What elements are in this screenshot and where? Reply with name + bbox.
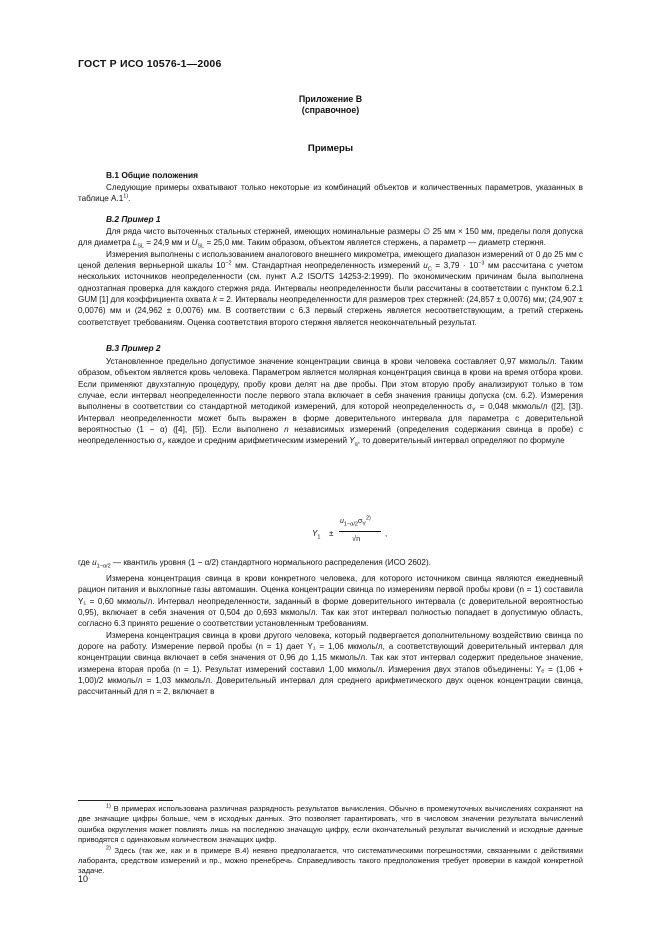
footnote-divider [78, 800, 173, 801]
page-number: 10 [78, 874, 89, 884]
page-title: Примеры [307, 143, 354, 154]
section-b3-continued [78, 573, 583, 698]
section-b1-body [78, 182, 583, 205]
footnote-1: $^{1)}$ В примерах использована различная разрядность результатов вычисления. Обычно в промежуточных вычислениях сохраняют на две значащие цифры больше, чем в исходных данных. Это позволяет гарантировать, что в числовом значении результата вычислений ошибка округления может повлиять лишь на последнюю значащую цифру, если окончательный результат вычислений и исходные данные приводятся с одинаковым количеством значащих цифр. [78, 803, 583, 845]
paragraph: Для ряда чисто выточенных стальных стержней, имеющих номинальные размеры ∅ 25 мм × 150 мм, пределы поля допуска для диаметра $L_{SL} = 24,9$ мм и $U_{SL} = 25,0$ мм. Таким образом, объектом является стержень, а параметр — диаметр стержня. [78, 227, 583, 250]
section-b3-body [78, 356, 583, 447]
paragraph: Измерена концентрация свинца в крови конкретного человека, для которого источником свинца являются ежедневный рацион питания и выхлопные газы автомашин. Оценка концентрации свинца по измерениям первой пробы крови (n = 1) составила Y₁ = 0,60 мкмоль/л. Интервал неопределенности, заданный в форме доверительного интервала (с доверительной вероятностью 0,95), включает в себя значения от 0,504 до 0,693 мкмоль/л. Так как этот интервал полностью попадает в допустимую область, согласно 6.3 принято решение о соответствии установленным требованиям. [78, 574, 583, 629]
standard-header: ГОСТ Р ИСО 10576-1—2006 [78, 58, 222, 70]
paragraph: Следующие примеры охватывают только некоторые из комбинаций объектов и количественных параметров, указанных в таблице А.1$^{1)}$. [78, 183, 583, 204]
annex-title: Приложение В [298, 94, 363, 104]
formula-explanation [78, 557, 583, 568]
section-b3-heading: В.3 Пример 2 [106, 343, 161, 353]
section-b2-body [78, 226, 583, 328]
confidence-interval-formula: $Y_1$ ± $u_{1-\alpha/2}\sigma_Y^{2)}$ √n , [312, 515, 388, 543]
paragraph: где $u_{1-\alpha/2}$ — квантиль уровня (1 − α/2) стандартного нормального распределения (ИСО 2602). [78, 558, 431, 570]
paragraph: Установленное предельно допустимое значение концентрации свинца в крови человека составляет 0,97 мкмоль/л. Таким образом, объектом является кровь человека. Параметром является молярная концентрация свинца в крови на время отбора крови. Если применяют двухэтапную процедуру, пробу крови делят на две пробы. При этом вторую пробу анализируют только в том случае, если интервал неопределенности после первого этапа включает в себя значения границы допуска (см. 6.2). Измерения выполнены в соответствии со стандартной методикой измерений, для которой неопределенность $\sigma_Y = 0,048$ мкмоль/л ([2], [3]). Интервал неопределенности может быть выражен в форме доверительного интервала для параметра с доверительной вероятностью (1 − α) ([4], [5]). Если выполнено n независимых измерений (определения содержания свинца в пробе) с неопределенностью $\sigma_Y$ каждое и средним арифметическим измерений $Y_q$, то доверительный интервал определяют по формуле [78, 357, 583, 449]
paragraph: Измерена концентрация свинца в крови другого человека, который подвергается дополнительному воздействию свинца по дороге на работу. Измерение первой пробы (n = 1) дает Y₁ = 1,06 мкмоль/л, а соответствующий доверительный интервал для концентрации свинца включает в себя значения от 0,96 до 1,15 мкмоль/л. Так как этот интервал содержит предельное значение, измерена вторая проба (n = 1). Результат измерений составил 1,00 мкмоль/л. Измерения двух этапов объединены: Yₑ = (1,06 + 1,00)/2 мкмоль/л = 1,03 мкмоль/л. Доверительный интервал для среднего арифметического двух оценок концентрации свинца, рассчитанный для n = 2, включает в [78, 630, 583, 697]
paragraph: Измерения выполнены с использованием аналогового внешнего микрометра, имеющего диапазон измерений от 0 до 25 мм с ценой деления верньерной шкалы $10^{-2}$ мм. Стандартная неопределенность измерений $u_C = 3,79 \cdot 10^{-3}$ мм рассчитана с учетом нескольких источников неопределенности (см. пункт А.2 ISO/TS 14253-2:1999). По экономическим причинам была выполнена однозтапная проверка для каждого стержня ряда. Интервалы неопределенности были рассчитаны в соответствии с пунктом 6.2.1 GUM [1] для коэффициента охвата k = 2. Интервалы неопределенности для размеров трех стержней: (24,857 ± 0,0076) мм; (24,907 ± 0,0076) мм и (24,962 ± 0,0076) мм. В соответствии с 6.3 первый стержень является несоответствующим, а третий стержень соответствует требованиям. Оценка соответствия второго стержня является неокончательный результат. [78, 249, 583, 327]
footnote-2: $^{2)}$ Здесь (так же, как и в примере В.4) неявно предполагается, что систематическими погрешностями, связанными с действиями лаборанта, средством измерений и пр., можно пренебречь. Справедливость такого предположения требует проверки в каждой конкретной задаче. [78, 845, 583, 876]
section-b2-heading: В.2 Пример 1 [106, 214, 161, 224]
annex-subtitle: (справочное) [301, 105, 360, 115]
section-b1-heading: В.1 Общие положения [106, 170, 199, 180]
footnotes [78, 804, 583, 877]
